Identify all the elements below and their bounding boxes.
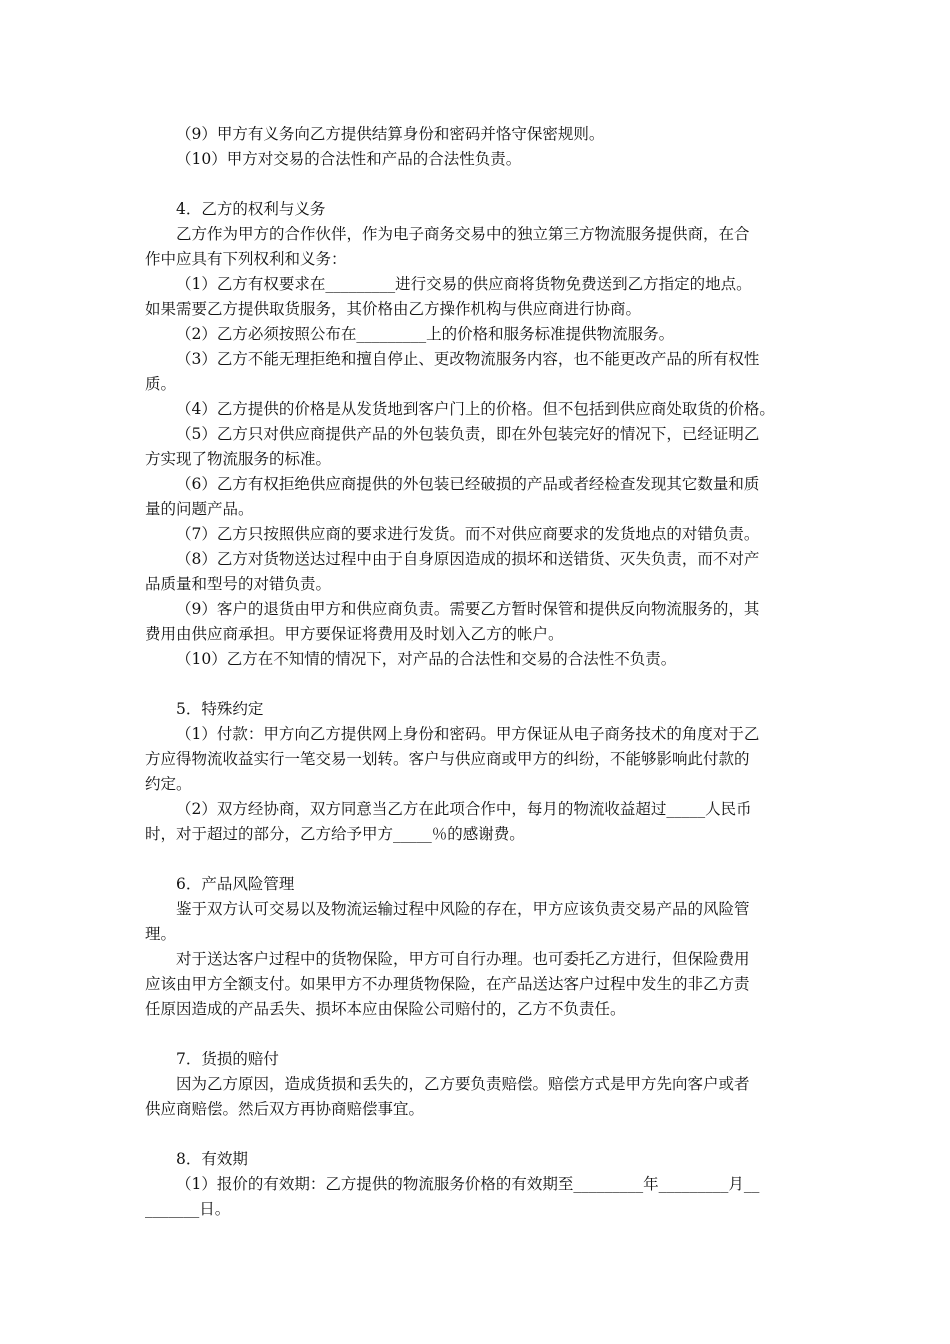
paragraph-line: 应该由甲方全额支付。如果甲方不办理货物保险，在产品送达客户过程中发生的非乙方责 bbox=[145, 975, 750, 993]
paragraph-line: （2）乙方必须按照公布在_________上的价格和服务标准提供物流服务。 bbox=[176, 325, 675, 343]
paragraph-line: 对于送达客户过程中的货物保险，甲方可自行办理。也可委托乙方进行，但保险费用 bbox=[176, 950, 750, 968]
paragraph-line: （5）乙方只对供应商提供产品的外包装负责，即在外包装完好的情况下，已经证明乙 bbox=[176, 425, 760, 443]
paragraph-line: （3）乙方不能无理拒绝和擅自停止、更改物流服务内容，也不能更改产品的所有权性 bbox=[176, 350, 760, 368]
paragraph-line: 约定。 bbox=[145, 775, 192, 793]
paragraph-line: （7）乙方只按照供应商的要求进行发货。而不对供应商要求的发货地点的对错负责。 bbox=[176, 525, 760, 543]
paragraph-line: （8）乙方对货物送达过程中由于自身原因造成的损坏和送错货、灭失负责，而不对产 bbox=[176, 550, 760, 568]
paragraph-line: 如果需要乙方提供取货服务，其价格由乙方操作机构与供应商进行协商。 bbox=[145, 300, 642, 318]
paragraph-line: 品质量和型号的对错负责。 bbox=[145, 575, 332, 593]
paragraph-line: （6）乙方有权拒绝供应商提供的外包装已经破损的产品或者经检查发现其它数量和质 bbox=[176, 475, 760, 493]
paragraph-line: _______日。 bbox=[145, 1200, 231, 1218]
paragraph-line: （4）乙方提供的价格是从发货地到客户门上的价格。但不包括到供应商处取货的价格。 bbox=[176, 400, 775, 418]
paragraph-line: （1）乙方有权要求在_________进行交易的供应商将货物免费送到乙方指定的地点。 bbox=[176, 275, 752, 293]
paragraph-line: 任原因造成的产品丢失、损坏本应由保险公司赔付的，乙方不负责任。 bbox=[145, 1000, 626, 1018]
paragraph-line: （9）甲方有义务向乙方提供结算身份和密码并恪守保密规则。 bbox=[176, 125, 605, 143]
paragraph-line: 量的问题产品。 bbox=[145, 500, 254, 518]
section-gap bbox=[145, 172, 825, 197]
paragraph-line: （1）付款：甲方向乙方提供网上身份和密码。甲方保证从电子商务技术的角度对于乙 bbox=[176, 725, 760, 743]
section-gap bbox=[145, 1122, 825, 1147]
paragraph-line: （10）甲方对交易的合法性和产品的合法性负责。 bbox=[176, 150, 522, 168]
paragraph-line: 鉴于双方认可交易以及物流运输过程中风险的存在，甲方应该负责交易产品的风险管 bbox=[176, 900, 750, 918]
paragraph-line: 作中应具有下列权利和义务： bbox=[145, 250, 347, 268]
section-heading: 8．有效期 bbox=[176, 1150, 248, 1168]
paragraph-line: （10）乙方在不知情的情况下，对产品的合法性和交易的合法性不负责。 bbox=[176, 650, 677, 668]
section-heading: 7．货损的赔付 bbox=[176, 1050, 279, 1068]
paragraph-line: （9）客户的退货由甲方和供应商负责。需要乙方暂时保管和提供反向物流服务的，其 bbox=[176, 600, 760, 618]
section-gap bbox=[145, 672, 825, 697]
section-heading: 4．乙方的权利与义务 bbox=[176, 200, 326, 218]
paragraph-line: 质。 bbox=[145, 375, 177, 393]
paragraph-line: 时，对于超过的部分，乙方给予甲方_____％的感谢费。 bbox=[145, 825, 525, 843]
paragraph-line: 乙方作为甲方的合作伙伴，作为电子商务交易中的独立第三方物流服务提供商，在合 bbox=[176, 225, 750, 243]
section-gap bbox=[145, 1022, 825, 1047]
paragraph-line: 理。 bbox=[145, 925, 177, 943]
paragraph-line: 费用由供应商承担。甲方要保证将费用及时划入乙方的帐户。 bbox=[145, 625, 564, 643]
paragraph-line: （1）报价的有效期：乙方提供的物流服务价格的有效期至_________年_________月__ bbox=[176, 1175, 760, 1193]
paragraph-line: 方应得物流收益实行一笔交易一划转。客户与供应商或甲方的纠纷，不能够影响此付款的 bbox=[145, 750, 750, 768]
section-heading: 6．产品风险管理 bbox=[176, 875, 295, 893]
paragraph-line: （2）双方经协商，双方同意当乙方在此项合作中，每月的物流收益超过_____人民币 bbox=[176, 800, 752, 818]
paragraph-line: 方实现了物流服务的标准。 bbox=[145, 450, 332, 468]
section-heading: 5．特殊约定 bbox=[176, 700, 264, 718]
paragraph-line: 供应商赔偿。然后双方再协商赔偿事宜。 bbox=[145, 1100, 425, 1118]
paragraph-line: 因为乙方原因，造成货损和丢失的，乙方要负责赔偿。赔偿方式是甲方先向客户或者 bbox=[176, 1075, 750, 1093]
section-gap bbox=[145, 847, 825, 872]
document-page bbox=[145, 122, 825, 1222]
